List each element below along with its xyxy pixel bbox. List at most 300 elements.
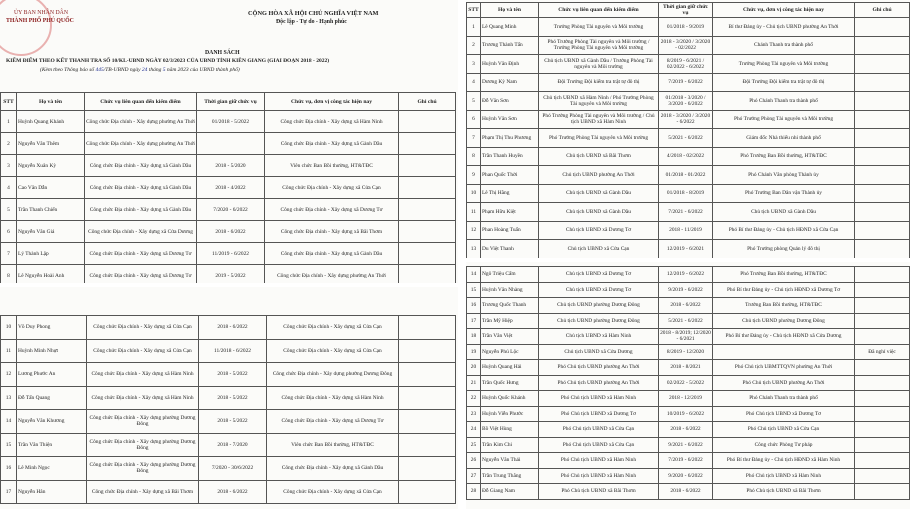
- table-cell: [855, 18, 910, 37]
- table-row: [467, 453, 910, 469]
- table-part-d: [466, 266, 910, 500]
- table-cell: Đỗ Văn Sơn: [481, 92, 539, 111]
- table-cell: Chủ tịch UBND xã Gành Dầu: [539, 184, 659, 203]
- table-row: [1, 433, 456, 457]
- table-cell: Công chức Địa chính - Xây dựng xã Cửa Cạn: [267, 480, 399, 504]
- table-cell: 9: [467, 166, 481, 185]
- table-cell: Huỳnh Văn Định: [481, 55, 539, 74]
- table-cell: Phó Trưởng Phòng Tài nguyên và Môi trường: [539, 129, 659, 148]
- table-cell: Chủ tịch UBND xã Hàm Ninh: [539, 329, 659, 345]
- table-cell: [855, 313, 910, 329]
- table-cell: Nguyễn Văn Thêm: [17, 133, 85, 155]
- table-cell: Huỳnh Viễn Phước: [481, 406, 539, 422]
- table-cell: Phó Bí thư Đảng ủy - Chủ tịch HĐND xã Cửa Dương: [713, 329, 855, 345]
- annex-line: [40, 67, 240, 73]
- table-cell: Phó Chủ tịch UBND phường An Thới: [713, 375, 855, 391]
- nation-title: CỘNG HÒA XÃ HỘI CHỦ NGHĨA VIỆT NAM: [248, 10, 379, 17]
- table-cell: Phó Trưởng Ban Dân vận Thành ủy: [713, 184, 855, 203]
- table-cell: 2018 - 5/2022: [199, 386, 267, 410]
- annex-number: 445: [95, 67, 104, 73]
- table-cell: 9/2020 - 6/2022: [659, 468, 713, 484]
- table-cell: 2018 - 5/2020: [197, 155, 265, 177]
- table-cell: 14: [1, 410, 17, 434]
- table-cell: Công chức Địa chính - Xây dựng xã Gành Dầu: [85, 199, 197, 221]
- table-cell: [855, 129, 910, 148]
- table-cell: Võ Duy Phong: [17, 316, 87, 340]
- table-cell: Chủ tịch UBND xã Hàm Ninh / Phó Trưởng Phòng Tài nguyên và Môi trường: [539, 92, 659, 111]
- table-cell: 16: [467, 298, 481, 314]
- table-cell: Trưởng Phòng Tài nguyên và Môi trường: [713, 55, 855, 74]
- table-cell: 24: [467, 422, 481, 438]
- table-cell: Phó Chủ tịch UBND xã Bãi Thơm: [713, 484, 855, 500]
- table-cell: Nguyễn Xuân Kỳ: [17, 155, 85, 177]
- table-cell: Công chức Địa chính - Xây dựng xã Hàm Ninh: [267, 386, 399, 410]
- table-cell: [855, 375, 910, 391]
- table-cell: 6: [1, 221, 17, 243]
- table-cell: [855, 166, 910, 185]
- table-row: [467, 203, 910, 222]
- table-row: [467, 147, 910, 166]
- table-cell: [399, 177, 456, 199]
- table-cell: 2018 - 6/2022: [199, 316, 267, 340]
- table-cell: Trương Thành Tấn: [481, 36, 539, 55]
- column-header: Ghi chú: [399, 93, 456, 111]
- table-cell: Công chức Địa chính - Xây dựng xã Gành Dầu: [85, 177, 197, 199]
- table-cell: [855, 240, 910, 259]
- table-row: [467, 422, 910, 438]
- table-cell: [855, 360, 910, 376]
- table-cell: Công chức Địa chính - Xây dựng xã Cửa Cạn: [265, 177, 399, 199]
- table-cell: Chủ tịch UBND xã Gành Dầu: [713, 203, 855, 222]
- table-cell: 15: [467, 282, 481, 298]
- table-cell: 7: [1, 243, 17, 265]
- table-cell: Đỗ Giang Nam: [481, 484, 539, 500]
- table-cell: 13: [467, 240, 481, 259]
- table-cell: 20: [467, 360, 481, 376]
- document-page-3: [466, 0, 910, 258]
- table-cell: Phan Quốc Thời: [481, 166, 539, 185]
- table-cell: Chủ tịch UBND xã Bãi Thơm: [539, 147, 659, 166]
- table-cell: Nguyễn Văn Giá: [17, 221, 85, 243]
- table-cell: 2018 - 3/2020 / 3/2020 - 02/2022: [659, 36, 713, 55]
- table-row: [467, 329, 910, 345]
- table-cell: [855, 282, 910, 298]
- table-cell: Phạm Hữu Kiệt: [481, 203, 539, 222]
- table-row: [1, 111, 456, 133]
- table-cell: 19: [467, 344, 481, 360]
- table-cell: [399, 410, 456, 434]
- table-cell: Công chức Địa chính - Xây dựng xã Hàm Ninh: [87, 363, 199, 387]
- table-row: [1, 155, 456, 177]
- table-cell: 2018 - 6/2022: [199, 480, 267, 504]
- table-cell: 17: [1, 480, 17, 504]
- table-cell: Trần Văn Việt: [481, 329, 539, 345]
- table-row: [1, 410, 456, 434]
- table-cell: 9/2019 - 6/2022: [659, 282, 713, 298]
- column-header: Họ và tên: [481, 3, 539, 18]
- table-cell: 21: [467, 375, 481, 391]
- table-cell: 2018 - 5/2022: [199, 410, 267, 434]
- table-cell: Đỗ Tấn Quang: [17, 386, 87, 410]
- table-cell: 3: [467, 55, 481, 74]
- table-cell: Phó Trưởng Phòng Tài nguyên và Môi trường / Chủ tịch UBND xã Hàm Ninh: [539, 110, 659, 129]
- table-cell: Phó Chủ tịch UBND xã Hàm Ninh: [539, 468, 659, 484]
- column-header: Thời gian giữ chức vụ: [197, 93, 265, 111]
- column-header: Chức vụ, đơn vị công tác hiện nay: [265, 93, 399, 111]
- annex-text-c: tháng: [148, 67, 162, 73]
- table-cell: [855, 147, 910, 166]
- table-cell: 28: [467, 484, 481, 500]
- table-cell: Phó Trưởng Phòng Tài nguyên và Môi trường / Trưởng Phòng Tài nguyên và Môi trường: [539, 36, 659, 55]
- document-page-4: [466, 262, 910, 509]
- agency-line-1: ỦY BAN NHÂN DÂN: [14, 10, 69, 16]
- table-cell: Chủ tịch UBND phường Dương Đông: [539, 298, 659, 314]
- table-cell: [855, 298, 910, 314]
- table-cell: Huỳnh Văn Nhàng: [481, 282, 539, 298]
- table-cell: Công chức Địa chính - Xây dựng phường An Thới: [265, 265, 399, 284]
- table-part-b: [0, 315, 456, 504]
- table-cell: Phó Trưởng Ban Bồi thường, HT&TĐC: [713, 147, 855, 166]
- table-cell: Trần Mỹ Hiệp: [481, 313, 539, 329]
- column-header: Chức vụ liên quan đến kiểm điểm: [539, 3, 659, 18]
- table-cell: [855, 203, 910, 222]
- table-row: [467, 267, 910, 283]
- table-cell: Huỳnh Minh Nhựt: [17, 339, 87, 363]
- table-cell: Công chức Địa chính - Xây dựng xã Gành Dầu: [85, 155, 197, 177]
- table-cell: Chủ tịch UBND xã Dương Tơ: [539, 282, 659, 298]
- table-cell: Nguyễn Văn Thái: [481, 453, 539, 469]
- table-row: [467, 484, 910, 500]
- table-cell: [855, 221, 910, 240]
- table-cell: Chủ tịch UBND xã Cửa Cạn: [539, 240, 659, 259]
- table-cell: Phó Chủ tịch UBND xã Hàm Ninh: [539, 453, 659, 469]
- table-cell: 5/2021 - 6/2022: [659, 129, 713, 148]
- table-cell: [399, 155, 456, 177]
- table-cell: Trương Quốc Thanh: [481, 298, 539, 314]
- column-header: STT: [1, 93, 17, 111]
- table-cell: Lê Nguyễn Hoài Anh: [17, 265, 85, 284]
- table-cell: Phó Chủ tịch UBND phường An Thới: [539, 375, 659, 391]
- table-cell: [399, 386, 456, 410]
- table-cell: 11/2019 - 6/2022: [197, 243, 265, 265]
- table-cell: 7/2020 - 6/2022: [197, 199, 265, 221]
- table-cell: Lương Phước An: [17, 363, 87, 387]
- table-row: [467, 221, 910, 240]
- table-cell: Công chức Địa chính - Xây dựng xã Cửa Cạn: [87, 339, 199, 363]
- table-cell: Lý Thành Lập: [17, 243, 85, 265]
- table-cell: 2: [467, 36, 481, 55]
- table-cell: 1: [1, 111, 17, 133]
- table-cell: 2: [1, 133, 17, 155]
- table-cell: Nguyễn Hân: [17, 480, 87, 504]
- table-cell: 01/2018 - 01/2022: [659, 166, 713, 185]
- table-cell: [399, 363, 456, 387]
- table-cell: 2018 - 8/2019; 12/2020 - 6/2021: [660, 330, 711, 343]
- table-cell: Trưởng Ban Bồi thường, HT&TĐC: [713, 298, 855, 314]
- table-cell: 5: [1, 199, 17, 221]
- table-cell: 10: [467, 184, 481, 203]
- table-cell: Công chức Địa chính - Xây dựng xã Cửa Cạn: [267, 339, 399, 363]
- table-row: [467, 437, 910, 453]
- table-cell: Công chức Địa chính - Xây dựng xã Dương Tơ: [85, 243, 197, 265]
- table-cell: [855, 184, 910, 203]
- table-cell: 22: [467, 391, 481, 407]
- table-cell: [399, 265, 456, 284]
- table-cell: 7/2019 - 6/2022: [659, 73, 713, 92]
- table-cell: Công chức Địa chính - Xây dựng xã Gành Dầu: [265, 133, 399, 155]
- table-row: [467, 184, 910, 203]
- table-cell: Chủ tịch UBND xã Dương Tơ: [539, 267, 659, 283]
- table-cell: 5: [467, 92, 481, 111]
- table-row: [467, 360, 910, 376]
- table-cell: [399, 221, 456, 243]
- table-cell: Trần Thanh Chiến: [17, 199, 85, 221]
- table-cell: [399, 199, 456, 221]
- table-cell: Chánh Thanh tra thành phố: [713, 36, 855, 55]
- table-cell: 01/2018 - 3/2020 / 3/2020 - 6/2022: [659, 92, 713, 111]
- table-cell: Phó Trưởng Ban Bồi thường, HT&TĐC: [713, 267, 855, 283]
- table-cell: Trần Quốc Hưng: [481, 375, 539, 391]
- column-header: Chức vụ, đơn vị công tác hiện nay: [713, 3, 855, 18]
- table-cell: Lê Minh Ngọc: [17, 457, 87, 481]
- table-row: [467, 391, 910, 407]
- table-cell: 27: [467, 468, 481, 484]
- table-cell: [399, 457, 456, 481]
- table-cell: 25: [467, 437, 481, 453]
- table-row: [467, 166, 910, 185]
- table-cell: 02/2022 - 5/2022: [659, 375, 713, 391]
- table-row: [1, 199, 456, 221]
- table-cell: Công chức Địa chính - Xây dựng phường An Thới: [85, 133, 197, 155]
- table-cell: 12: [467, 221, 481, 240]
- annex-text-a: (Kèm theo Thông báo số: [40, 67, 95, 73]
- table-row: [1, 363, 456, 387]
- table-cell: [855, 437, 910, 453]
- table-cell: 10/2019 - 6/2022: [659, 406, 713, 422]
- table-cell: Đội Trưởng Đội kiểm tra trật tự đô thị: [539, 73, 659, 92]
- table-cell: 2018 - 6/2022: [197, 221, 265, 243]
- column-header: Họ và tên: [17, 93, 85, 111]
- table-cell: 8/2019 - 6/2021 / 02/2022 - 6/2022: [659, 55, 713, 74]
- table-cell: 01/2018 - 9/2019: [659, 18, 713, 37]
- table-cell: Viên chức Ban Bồi thường, HT&TĐC: [267, 433, 399, 457]
- table-row: [1, 386, 456, 410]
- table-row: [1, 177, 456, 199]
- table-cell: [855, 391, 910, 407]
- table-cell: Ngô Triệu Cẩm: [481, 267, 539, 283]
- table-row: [467, 36, 910, 55]
- table-cell: Trần Trung Thắng: [481, 468, 539, 484]
- table-cell: Chủ tịch UBND xã Gành Dầu / Trưởng Phòng Tài nguyên và Môi trường: [539, 55, 659, 74]
- table-cell: Công chức Địa chính - Xây dựng xã Gành Dầu: [265, 243, 399, 265]
- table-cell: Công chức Địa chính - Xây dựng xã Cửa Cạn: [87, 316, 199, 340]
- table-cell: Phó Trưởng Phòng Tài nguyên và Môi trường: [713, 110, 855, 129]
- table-cell: 2018 - 6/2022: [659, 484, 713, 500]
- table-cell: 4/2018 - 02/2022: [659, 147, 713, 166]
- table-cell: Trần Văn Thiện: [17, 433, 87, 457]
- column-header: Thời gian giữ chức vụ: [659, 3, 713, 18]
- table-cell: Chủ tịch UBND phường Dương Đông: [539, 313, 659, 329]
- table-cell: [855, 329, 910, 345]
- table-cell: Dương Kỳ Nam: [481, 73, 539, 92]
- table-cell: Công chức Địa chính - Xây dựng xã Dương Tơ: [267, 410, 399, 434]
- table-cell: 2018 - 4/2022: [197, 177, 265, 199]
- table-cell: [197, 133, 265, 155]
- table-cell: [399, 316, 456, 340]
- table-cell: 15: [1, 433, 17, 457]
- table-row: [467, 92, 910, 111]
- table-cell: 8/2019 - 12/2020: [659, 344, 713, 360]
- table-cell: Công chức Địa chính - Xây dựng phường Dương Đông: [267, 363, 399, 387]
- table-cell: 9/2021 - 6/2022: [659, 437, 713, 453]
- motto: Độc lập - Tự do - Hạnh phúc: [276, 19, 347, 25]
- table-row: [467, 129, 910, 148]
- table-cell: 26: [467, 453, 481, 469]
- table-cell: Công chức Địa chính - Xây dựng phường An Thới: [85, 111, 197, 133]
- table-cell: 1: [467, 18, 481, 37]
- table-cell: 2018 - 11/2019: [659, 221, 713, 240]
- table-row: [467, 73, 910, 92]
- table-cell: 18: [467, 329, 481, 345]
- table-cell: Phó Bí thư Đảng ủy - Chủ tịch HĐND xã Cửa Cạn: [713, 221, 855, 240]
- table-row: [1, 339, 456, 363]
- table-cell: 2018 - 12/2019: [659, 391, 713, 407]
- table-cell: Phó Chủ tịch UBND xã Hàm Ninh: [713, 468, 855, 484]
- annex-month: 5: [162, 67, 166, 73]
- table-cell: Huỳnh Quang Hải: [481, 360, 539, 376]
- table-cell: 2018 - 8/2021: [659, 360, 713, 376]
- table-cell: Công chức Địa chính - Xây dựng phường Dương Đông: [87, 457, 199, 481]
- table-cell: Công chức Địa chính - Xây dựng xã Bãi Thơm: [87, 480, 199, 504]
- table-cell: Đã nghỉ việc: [855, 344, 910, 360]
- table-cell: [399, 243, 456, 265]
- table-cell: Chủ tịch UBND phường An Thới: [539, 166, 659, 185]
- table-cell: 2018 - 6/2022: [659, 298, 713, 314]
- document-page-2: [0, 287, 458, 509]
- table-cell: 7/2021 - 6/2022: [659, 203, 713, 222]
- table-cell: 2018 - 7/2020: [199, 433, 267, 457]
- table-cell: 2018 - 6/2022: [659, 422, 713, 438]
- table-row: [467, 282, 910, 298]
- table-cell: Phó Chủ tịch UBND xã Dương Tơ: [713, 406, 855, 422]
- table-cell: Nguyễn Phú Lộc: [481, 344, 539, 360]
- column-header: STT: [467, 3, 481, 18]
- doc-title: DANH SÁCH: [205, 50, 240, 56]
- table-cell: Công chức Địa chính - Xây dựng phường Dương Đông: [87, 410, 199, 434]
- table-cell: Huỳnh Quốc Khánh: [481, 391, 539, 407]
- table-cell: Phó Bí thư Đảng ủy - Chủ tịch HĐND xã Hàm Ninh: [713, 453, 855, 469]
- table-cell: Phó Chánh Văn phòng Thành ủy: [713, 166, 855, 185]
- table-cell: 3: [1, 155, 17, 177]
- table-cell: Phó Chủ tịch UBND xã Cửa Cạn: [713, 422, 855, 438]
- table-cell: 11/2018 - 6/2022: [199, 339, 267, 363]
- table-cell: Phó Chủ tịch UBND xã Cửa Cạn: [539, 437, 659, 453]
- table-cell: Trưởng Phòng Tài nguyên và Môi trường: [539, 18, 659, 37]
- table-row: [467, 406, 910, 422]
- table-cell: Chủ tịch UBND phường Dương Đông: [713, 313, 855, 329]
- table-row: [467, 313, 910, 329]
- table-cell: Cao Văn Dẫn: [17, 177, 85, 199]
- table-cell: Phó Chủ tịch UBND xã Dương Tơ: [539, 406, 659, 422]
- table-cell: [855, 73, 910, 92]
- table-cell: Công chức Địa chính - Xây dựng xã Cửa Cạn: [267, 316, 399, 340]
- table-cell: Giám đốc Nhà thiếu nhi thành phố: [713, 129, 855, 148]
- table-cell: 14: [467, 267, 481, 283]
- table-row: [1, 243, 456, 265]
- table-cell: Phó Chủ tịch UBND phường An Thới: [539, 360, 659, 376]
- table-part-a: [0, 92, 456, 283]
- table-cell: [855, 36, 910, 55]
- table-row: [1, 316, 456, 340]
- table-cell: 2019 - 5/2022: [197, 265, 265, 284]
- table-header-row: [1, 93, 456, 111]
- table-cell: Du Việt Thanh: [481, 240, 539, 259]
- table-row: [467, 468, 910, 484]
- table-cell: Nguyễn Văn Khương: [17, 410, 87, 434]
- table-cell: Công chức Địa chính - Xây dựng xã Cửa Dương: [85, 221, 197, 243]
- table-cell: 7/2019 - 6/2022: [659, 453, 713, 469]
- table-row: [1, 133, 456, 155]
- table-row: [467, 240, 910, 259]
- table-cell: Lê Thị Hằng: [481, 184, 539, 203]
- table-cell: 7/2020 - 30/6/2022: [199, 457, 267, 481]
- table-c-header-row: [467, 3, 910, 18]
- table-cell: 8: [467, 147, 481, 166]
- table-cell: Phạm Thị Thu Phương: [481, 129, 539, 148]
- table-cell: Chủ tịch UBND xã Gành Dầu: [539, 203, 659, 222]
- table-cell: 2018 - 3/2020 / 3/2020 - 6/2022: [659, 110, 713, 129]
- table-cell: 4: [1, 177, 17, 199]
- annex-day: 24: [141, 67, 148, 73]
- table-cell: Công chức Phòng Tư pháp: [713, 437, 855, 453]
- table-cell: 5/2021 - 6/2022: [659, 313, 713, 329]
- table-cell: 01/2018 - 5/2022: [197, 111, 265, 133]
- document-page-1: [0, 0, 458, 283]
- table-cell: Lê Quang Minh: [481, 18, 539, 37]
- table-cell: Phó Chánh Thanh tra thành phố: [713, 391, 855, 407]
- table-cell: Chủ tịch UBND xã Dương Tơ: [539, 221, 659, 240]
- column-header: Ghi chú: [855, 3, 910, 18]
- table-cell: [855, 406, 910, 422]
- agency-line-2: THÀNH PHỐ PHÚ QUỐC: [6, 18, 74, 24]
- table-cell: Phó Chủ tịch UBND xã Hàm Ninh: [539, 391, 659, 407]
- table-cell: Phó Bí thư Đảng ủy - Chủ tịch HĐND xã Dương Tơ: [713, 282, 855, 298]
- annex-text-b: /TB-UBND ngày: [103, 67, 141, 73]
- table-cell: Phó Chủ tịch UBND xã Bãi Thơm: [539, 484, 659, 500]
- table-cell: 12/2019 - 6/2022: [659, 267, 713, 283]
- table-cell: Công chức Địa chính - Xây dựng xã Gành Dầu: [267, 457, 399, 481]
- table-cell: [855, 422, 910, 438]
- table-cell: Trần Kim Chi: [481, 437, 539, 453]
- table-cell: 01/2018 - 8/2019: [659, 184, 713, 203]
- table-cell: 4: [467, 73, 481, 92]
- table-row: [1, 265, 456, 284]
- table-cell: Huỳnh Văn Sơn: [481, 110, 539, 129]
- table-cell: [855, 92, 910, 111]
- table-cell: [713, 344, 855, 360]
- table-row: [1, 221, 456, 243]
- table-cell: [399, 111, 456, 133]
- table-cell: Phó Chủ tịch UBND xã Cửa Cạn: [539, 422, 659, 438]
- table-cell: 16: [1, 457, 17, 481]
- table-cell: Huỳnh Quang Khánh: [17, 111, 85, 133]
- table-row: [467, 110, 910, 129]
- table-cell: [855, 55, 910, 74]
- table-cell: Viên chức Ban Bồi thường, HT&TĐC: [265, 155, 399, 177]
- table-cell: Phó Chánh Thanh tra thành phố: [713, 92, 855, 111]
- doc-subtitle: KIỂM ĐIỂM THEO KẾT THANH TRA SỐ 10/KL-UBND NGÀY 02/3/2023 CỦA UBND TỈNH KIÊN GIANG (GIAI ĐOẠN 2018 - 2022): [6, 58, 330, 64]
- annex-text-d: năm 2023 của UBND thành phố): [166, 67, 240, 73]
